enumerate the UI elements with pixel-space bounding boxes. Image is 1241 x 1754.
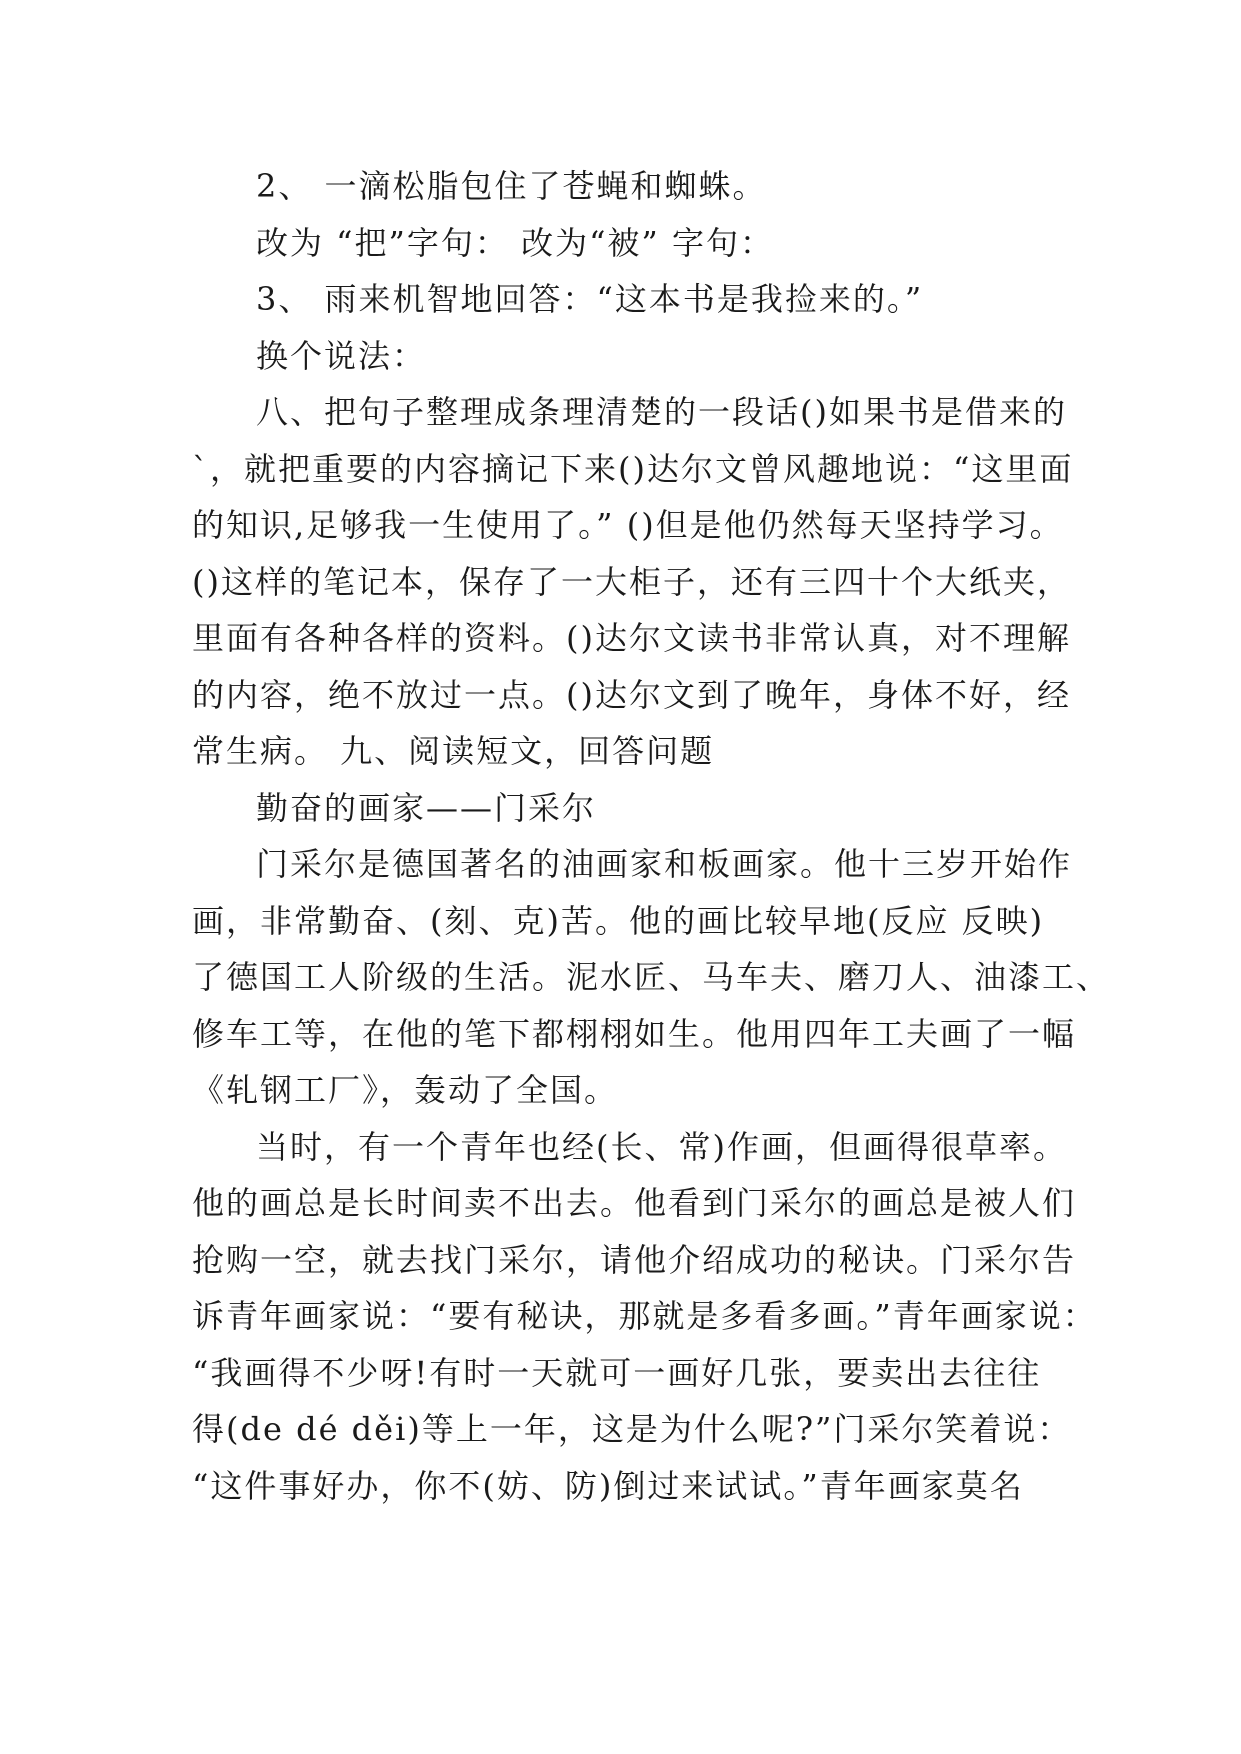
text-line: 他的画总是长时间卖不出去。他看到门采尔的画总是被人们 — [192, 1184, 1077, 1222]
text-line: “我画得不少呀!有时一天就可一画好几张，要卖出去往往 — [192, 1353, 1042, 1392]
text-line: 诉青年画家说：“要有秘诀，那就是多看多画。”青年画家说： — [192, 1297, 1097, 1335]
text-line: “这件事好办，你不(妨、防)倒过来试试。”青年画家莫名 — [192, 1466, 1024, 1505]
text-line: 的内容，绝不放过一点。()达尔文到了晚年，身体不好，经 — [192, 675, 1071, 714]
text-line: 《轧钢工厂》，轰动了全国。 — [192, 1071, 619, 1109]
text-line: 2、 一滴松脂包住了苍蝇和蜘蛛。 — [256, 167, 767, 205]
text-line: 里面有各种各样的资料。()达尔文读书非常认真，对不理解 — [192, 619, 1071, 657]
text-line: 当时，有一个青年也经(长、常)作画，但画得很草率。 — [256, 1127, 1067, 1166]
text-line: ()这样的笔记本，保存了一大柜子，还有三四十个大纸夹， — [192, 562, 1071, 601]
text-line: 了德国工人阶级的生活。泥水匠、马车夫、磨刀人、油漆工、 — [192, 958, 1111, 996]
text-line: 抢购一空，就去找门采尔，请他介绍成功的秘诀。门采尔告 — [192, 1240, 1077, 1279]
text-line: 3、 雨来机智地回答：“这本书是我捡来的。” — [256, 280, 924, 318]
text-line: 的知识,足够我一生使用了。” ()但是他仍然每天坚持学习。 — [192, 506, 1064, 544]
text-line: 画，非常勤奋、(刻、克)苦。他的画比较早地(反应 反映) — [192, 901, 1045, 940]
text-line: 修车工等，在他的笔下都栩栩如生。他用四年工夫画了一幅 — [192, 1014, 1077, 1053]
document-page — [192, 158, 1111, 1514]
article-title: 勤奋的画家——门采尔 — [256, 788, 597, 827]
text-line: 改为 “把”字句： 改为“被” 字句： — [256, 223, 774, 262]
text-line: 常生病。 九、阅读短文，回答问题 — [192, 732, 715, 770]
text-line: `，就把重要的内容摘记下来()达尔文曾风趣地说：“这里面 — [192, 449, 1074, 488]
text-line: 得(de dé děi)等上一年，这是为什么呢?”门采尔笑着说： — [192, 1410, 1072, 1448]
text-line: 门采尔是德国著名的油画家和板画家。他十三岁开始作 — [256, 845, 1073, 883]
section-heading: 八、把句子整理成条理清楚的一段话()如果书是借来的 — [256, 393, 1067, 431]
text-line: 换个说法： — [256, 336, 427, 375]
